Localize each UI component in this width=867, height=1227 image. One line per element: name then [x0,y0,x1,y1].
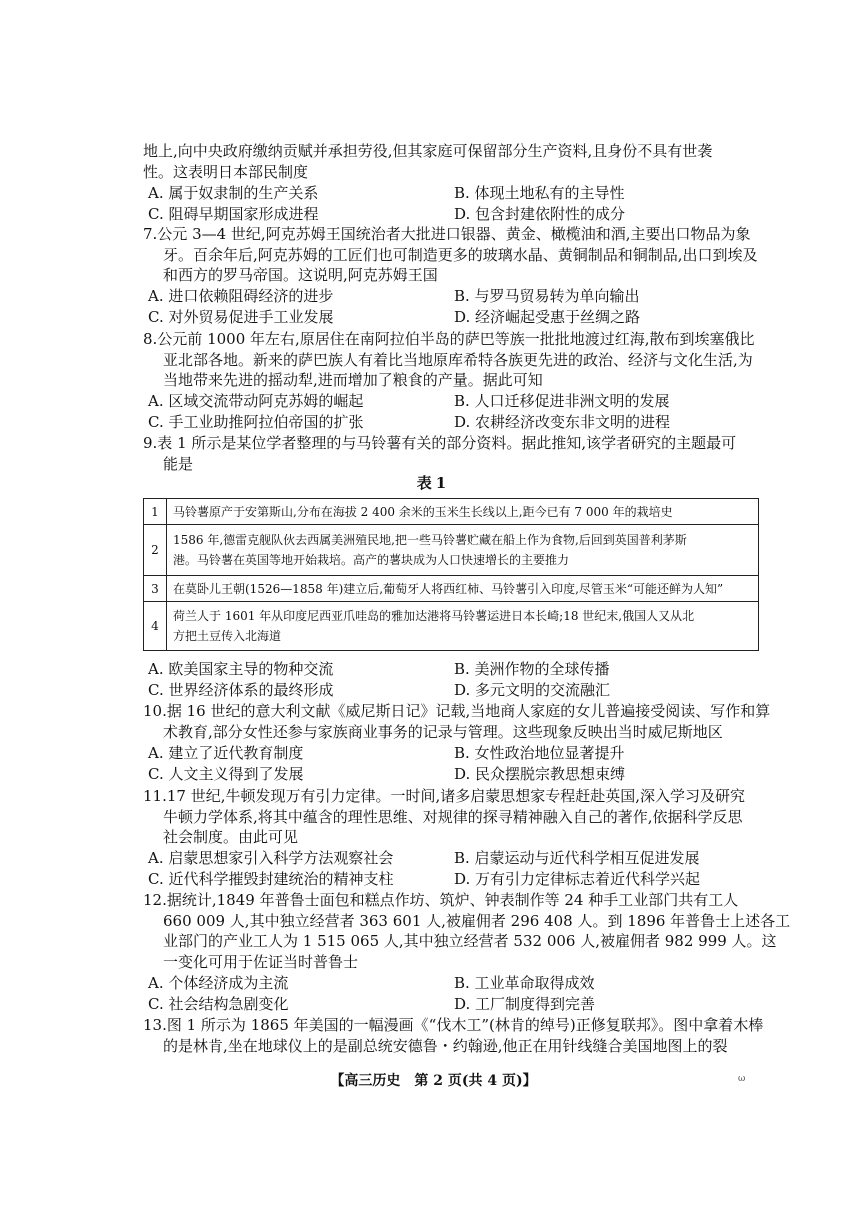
option-d: D. 经济崛起受惠于丝绸之路 [454,307,641,326]
cell-text: 马铃薯原产于安第斯山,分布在海拔 2 400 余米的玉米生长线以上,距今已有 7 000 年的栽培史 [173,504,673,519]
text-line: 9.表 1 所示是某位学者整理的与马铃薯有关的部分资料。据此推知,该学者研究的主题最可 [143,434,737,452]
question-7-options [143,286,768,327]
option-d: D. 包含封建依附性的成分 [454,204,626,223]
footer-mark: ω [738,1074,746,1084]
cell-text: 港。马铃薯在英国等地开始栽培。高产的薯块成为人口快速增长的主要推力 [173,553,570,567]
table-title: 表1 [416,474,451,492]
text-line: 12.据统计,1849 年普鲁士面包和糕点作坊、筑炉、钟表制作等 24 种手工业部门共有工人 [143,891,739,909]
option-c: C. 近代科学摧毁封建统治的精神支柱 [148,869,394,888]
question-7-stem [143,224,768,286]
table-1 [143,498,759,651]
text-line: 660 009 人,其中独立经营者 363 601 人,被雇佣者 296 408 人。到 1896 年普鲁士上述各工 [163,911,791,930]
text-line: 术教育,部分女性还参与家族商业事务的记录与管理。这些现象反映出当时威尼斯地区 [163,722,723,741]
text-line: 7.公元 3—4 世纪,阿克苏姆王国统治者大批进口银器、黄金、橄榄油和酒,主要出口物品为象 [143,225,751,243]
option-a: A. 进口依赖阻碍经济的进步 [148,287,334,305]
question-11-options [143,848,768,889]
table-row [144,602,759,651]
row-content [167,525,759,576]
text-line: 和西方的罗马帝国。这说明,阿克苏姆王国 [163,266,438,284]
cell-text: 方把土豆传入北海道 [173,629,282,643]
table-row [144,525,759,576]
row-number: 3 [144,576,167,602]
option-d: D. 多元文明的交流融汇 [454,680,611,699]
cell-text: 荷兰人于 1601 年从印度尼西亚爪哇岛的雅加达港将马铃薯运进日本长崎;18 世纪末,俄国人又从北 [173,609,695,623]
option-b: B. 工业革命取得成效 [454,974,595,992]
option-a: A. 区域交流带动阿克苏姆的崛起 [148,392,364,410]
option-c: C. 对外贸易促进手工业发展 [148,307,334,326]
option-a: A. 属于奴隶制的生产关系 [148,184,319,202]
row-content [167,499,759,525]
text-line: 11.17 世纪,牛顿发现万有引力定律。一时间,诸多启蒙思想家专程赶赴英国,深入学习及研究 [143,787,746,805]
question-10-stem [143,701,771,742]
text-line: 亚北部各地。新来的萨巴族人有着比当地原库希特各族更先进的政治、经济与文化生活,为 [163,350,753,369]
text-line: 业部门的产业工人为 1 515 065 人,其中独立经营者 532 006 人,被雇佣者 982 999 人。这 [163,932,777,950]
option-a: A. 启蒙思想家引入科学方法观察社会 [148,849,394,867]
option-b: B. 人口迁移促进非洲文明的发展 [454,392,670,410]
row-content [167,576,759,602]
text-line: 10.据 16 世纪的意大利文献《威尼斯日记》记载,当地商人家庭的女儿普遍接受阅读、写作和算 [143,702,771,720]
option-c: C. 阻碍早期国家形成进程 [148,204,319,223]
text-line: 地上,向中央政府缴纳贡赋并承担劳役,但其家庭可保留部分生产资料,且身份不具有世袭 [143,142,713,160]
option-c: C. 人文主义得到了发展 [148,764,304,783]
option-a: A. 建立了近代教育制度 [148,744,304,762]
question-9-options [143,659,768,700]
question-6-options [143,183,768,224]
option-c: C. 世界经济体系的最终形成 [148,680,334,699]
text-line: 当地带来先进的摇动犁,进而增加了粮食的产量。据此可知 [163,371,543,389]
option-d: D. 民众摆脱宗教思想束缚 [454,764,626,783]
text-line: 牛顿力学体系,将其中蕴含的理性思维、对规律的探寻精神融入自己的著作,依据科学反思 [163,807,743,826]
option-a: A. 个体经济成为主流 [148,974,289,992]
row-content [167,602,759,651]
text-line: 8.公元前 1000 年左右,原居住在南阿拉伯半岛的萨巴等族一批批地渡过红海,散布到埃塞俄比 [143,330,755,348]
cell-text: 1586 年,德雷克舰队伙去西属美洲殖民地,把一些马铃薯贮藏在船上作为食物,后回到英国普利茅斯 [173,533,687,547]
option-b: B. 女性政治地位显著提升 [454,744,625,762]
row-number: 1 [144,499,167,525]
question-12-options [143,973,768,1014]
text-line: 一变化可用于佐证当时普鲁士 [163,952,359,971]
text-line: 13.图 1 所示为 1865 年美国的一幅漫画《“伐木工”(林肯的绰号)正修复联邦》。图中拿着木棒 [143,1016,764,1034]
table-row [144,499,759,525]
option-d: D. 农耕经济改变东非文明的进程 [454,412,671,431]
option-b: B. 美洲作物的全球传播 [454,660,610,678]
option-d: D. 工厂制度得到完善 [454,994,596,1013]
text-line: 能是 [163,454,194,473]
text-line: 社会制度。由此可见 [163,828,299,846]
cell-text: 在莫卧儿王朝(1526—1858 年)建立后,葡萄牙人将西红柿、马铃薯引入印度,尽管玉米“可能还鲜为人知” [173,581,724,596]
option-c: C. 手工业助推阿拉伯帝国的扩张 [148,412,364,431]
row-number: 2 [144,525,167,576]
option-a: A. 欧美国家主导的物种交流 [148,660,334,678]
question-8-options [143,391,768,432]
question-10-options [143,743,768,784]
question-13-stem [143,1015,768,1056]
question-11-stem [143,786,768,848]
option-b: B. 启蒙运动与近代科学相互促进发展 [454,849,700,867]
text-line: 的是林肯,坐在地球仪上的是副总统安德鲁・约翰逊,他正在用针线缝合美国地图上的裂 [163,1036,728,1055]
question-6-stem [143,141,768,182]
question-8-stem [143,329,768,391]
row-number: 4 [144,602,167,651]
option-d: D. 万有引力定律标志着近代科学兴起 [454,869,701,888]
text-line: 性。这表明日本部民制度 [143,162,309,181]
option-c: C. 社会结构急剧变化 [148,994,289,1013]
page-footer: 【高三历史 第 2 页(共 4 页)】 [330,1073,537,1089]
question-9-stem [143,433,768,474]
option-b: B. 体现土地私有的主导性 [454,184,625,202]
table-row [144,576,759,602]
text-line: 牙。百余年后,阿克苏姆的工匠们也可制造更多的玻璃水晶、黄铜制品和铜制品,出口到埃及 [163,245,758,264]
option-b: B. 与罗马贸易转为单向输出 [454,287,640,305]
question-12-stem [143,890,791,972]
